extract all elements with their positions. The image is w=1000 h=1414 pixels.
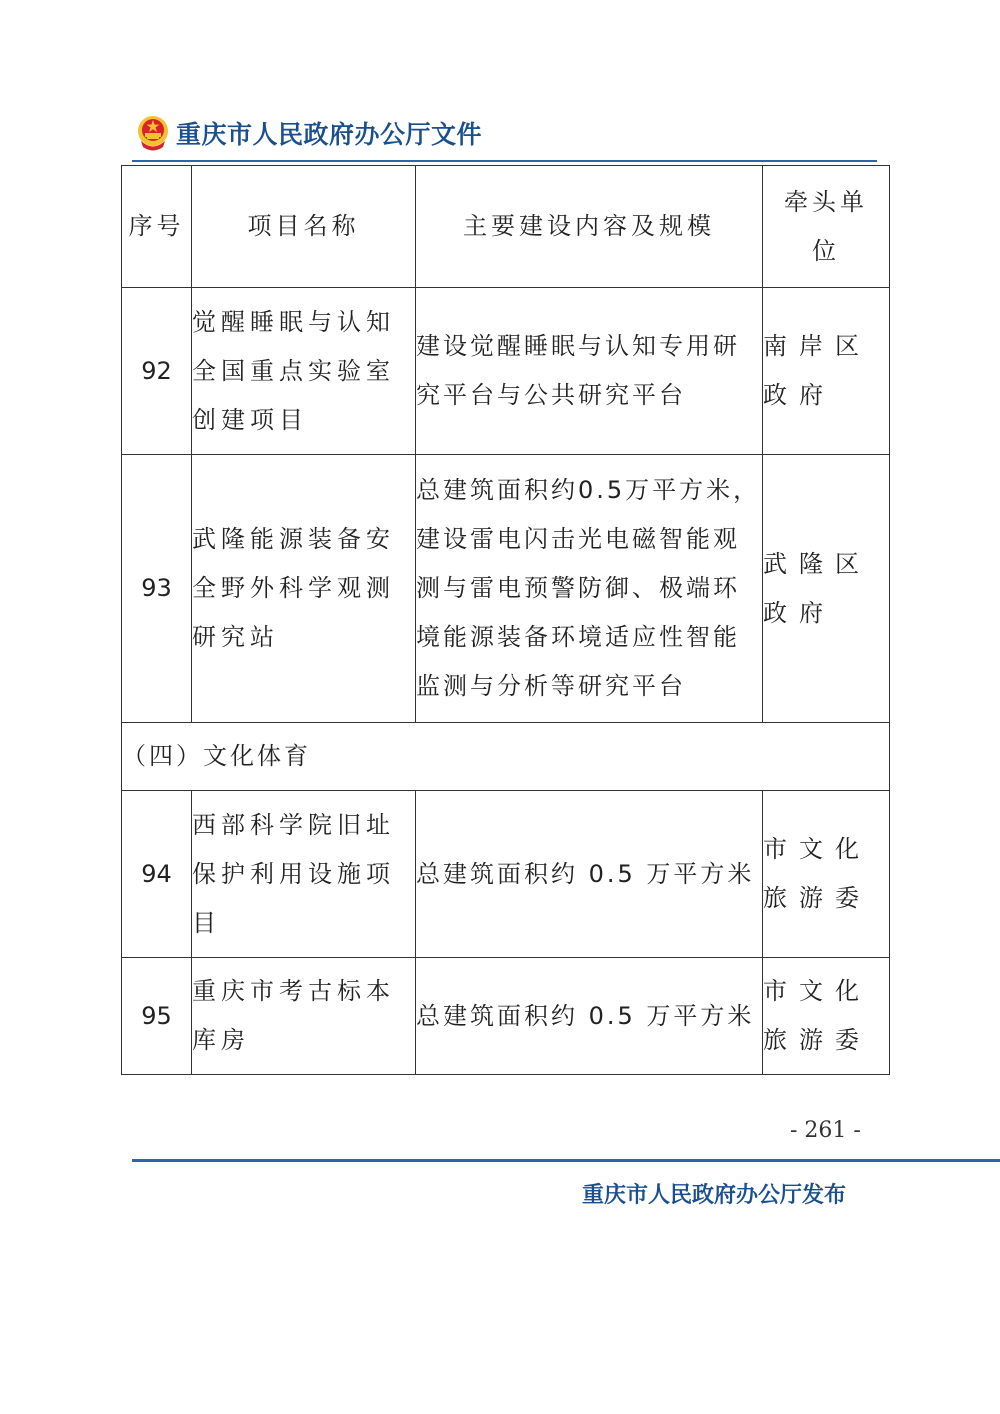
table-row	[122, 455, 890, 723]
header-title: 重庆市人民政府办公厅文件	[176, 120, 483, 149]
row-name: 重庆市考古标本库房	[192, 958, 416, 1075]
row-content: 总建筑面积约 0.5 万平方米	[416, 791, 763, 958]
section-heading: （四）文化体育	[122, 723, 890, 791]
footer-publisher: 重庆市人民政府办公厅发布	[582, 1183, 847, 1208]
page-number: - 261 -	[790, 1118, 861, 1143]
row-content: 建设觉醒睡眠与认知专用研究平台与公共研究平台	[416, 288, 763, 455]
row-no: 95	[122, 958, 192, 1075]
table-row	[122, 791, 890, 958]
document-header	[136, 112, 482, 154]
row-no: 92	[122, 288, 192, 455]
header-name: 项目名称	[192, 166, 416, 288]
header-divider	[132, 160, 877, 162]
row-lead: 市文化旅游委	[763, 791, 890, 958]
row-name: 觉醒睡眠与认知全国重点实验室创建项目	[192, 288, 416, 455]
project-table	[121, 165, 890, 1075]
row-no: 93	[122, 455, 192, 723]
row-lead: 市文化旅游委	[763, 958, 890, 1075]
table-header-row	[122, 166, 890, 288]
table-row	[122, 288, 890, 455]
footer-divider	[132, 1159, 1000, 1162]
section-row	[122, 723, 890, 791]
header-no: 序号	[122, 166, 192, 288]
row-lead: 南岸区政府	[763, 288, 890, 455]
row-name: 西部科学院旧址保护利用设施项目	[192, 791, 416, 958]
header-lead: 牵头单位	[763, 166, 890, 288]
table-row	[122, 958, 890, 1075]
header-content: 主要建设内容及规模	[416, 166, 763, 288]
row-content: 总建筑面积约 0.5 万平方米	[416, 958, 763, 1075]
row-no: 94	[122, 791, 192, 958]
row-lead: 武隆区政府	[763, 455, 890, 723]
row-content: 总建筑面积约0.5万平方米，建设雷电闪击光电磁智能观测与雷电预警防御、极端环境能源装备环境适应性智能监测与分析等研究平台	[416, 455, 763, 723]
national-emblem-icon	[136, 114, 170, 152]
row-name: 武隆能源装备安全野外科学观测研究站	[192, 455, 416, 723]
